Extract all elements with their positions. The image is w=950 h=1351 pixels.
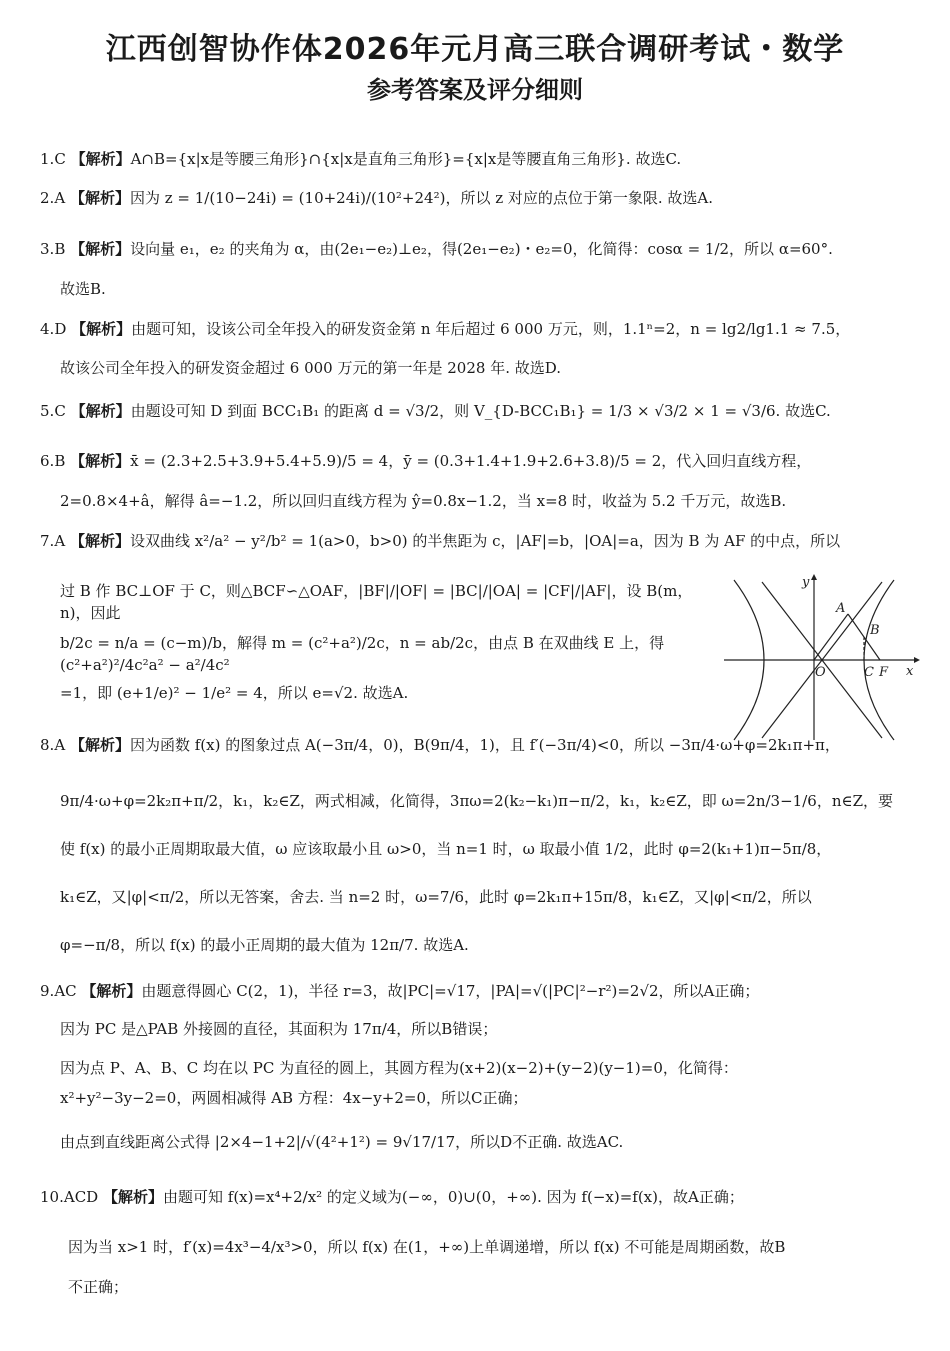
point-label-c: C [864,665,874,680]
point-label-a: A [836,601,846,616]
answer-line: 6.B 【解析】x̄ = (2.3+2.5+3.9+5.4+5.9)/5 = 4，ȳ = (0.3+1.4+1.9+2.6+3.8)/5 = 2，代入回归直线方程， [40,452,812,470]
answer-line: 3.B 【解析】设向量 e₁，e₂ 的夹角为 α，由(2e₁−e₂)⊥e₂，得(2e₁−e₂)・e₂=0，化简得：cosα = 1/2，所以 α=60°. [40,240,833,258]
answer-line: 9.AC 【解析】由题意得圆心 C(2，1)，半径 r=3，故|PC|=√17，|PA|=√(|PC|²−r²)=2√2，所以A正确； [40,982,760,1000]
answer-line: 8.A 【解析】因为函数 f(x) 的图象过点 A(−3π/4，0)，B(9π/4，1)，且 f′(−3π/4)<0，所以 −3π/4·ω+φ=2k₁π+π， [40,736,840,754]
answer-line: k₁∈Z，又|φ|<π/2，所以无答案，舍去. 当 n=2 时，ω=7/6，此时 φ=2k₁π+15π/8，k₁∈Z，又|φ|<π/2，所以 [60,888,812,906]
answer-line: 4.D 【解析】由题可知，设该公司全年投入的研发资金第 n 年后超过 6 000 万元，则，1.1ⁿ=2，n = lg2/lg1.1 ≈ 7.5， [40,320,851,338]
answer-line: 使 f(x) 的最小正周期取最大值，ω 应该取最小且 ω>0，当 n=1 时，ω 取最小值 1/2，此时 φ=2(k₁+1)π−5π/8， [60,840,832,858]
answer-line: 7.A 【解析】设双曲线 x²/a² − y²/b² = 1(a>0，b>0) 的半焦距为 c，|AF|=b，|OA|=a，因为 B 为 AF 的中点，所以 [40,532,841,550]
axis-label-x: x [906,664,914,679]
answer-line: 2=0.8×4+â，解得 â=−1.2，所以回归直线方程为 ŷ=0.8x−1.2，当 x=8 时，收益为 5.2 千万元，故选B. [60,492,787,510]
answer-line: x²+y²−3y−2=0，两圆相减得 AB 方程：4x−y+2=0，所以C正确； [60,1089,528,1107]
answer-line: φ=−π/8，所以 f(x) 的最小正周期的最大值为 12π/7. 故选A. [60,936,469,954]
answer-line: 10.ACD 【解析】由题可知 f(x)=x⁴+2/x² 的定义域为(−∞，0)∪(0，+∞). 因为 f(−x)=f(x)，故A正确； [40,1188,744,1206]
point-label-f: F [879,665,889,680]
axis-label-y: y [802,575,810,590]
answer-line: 因为点 P、A、B、C 均在以 PC 为直径的圆上，其圆方程为(x+2)(x−2)+(y−2)(y−1)=0，化简得： [60,1059,738,1077]
answer-line: 故选B. [60,280,106,298]
point-label-b: B [870,623,880,638]
answer-line: 由点到直线距离公式得 |2×4−1+2|/√(4²+1²) = 9√17/17，所以D不正确. 故选AC. [60,1133,624,1151]
answer-line: 1.C 【解析】A∩B={x|x是等腰三角形}∩{x|x是直角三角形}={x|x是等腰直角三角形}. 故选C. [40,150,682,168]
answer-line: 过 B 作 BC⊥OF 于 C，则△BCF∽△OAF，|BF|/|OF| = |BC|/|OA| = |CF|/|AF|，设 B(m，n)，因此 [60,582,693,622]
page-subtitle: 参考答案及评分细则 [367,76,583,104]
answer-line: b/2c = n/a = (c−m)/b，解得 m = (c²+a²)/2c，n = ab/2c，由点 B 在双曲线 E 上，得 (c²+a²)²/4c²a² − a²/4c² [60,634,665,674]
answer-line: 故该公司全年投入的研发资金超过 6 000 万元的第一年是 2028 年. 故选D. [60,359,561,377]
page-title: 江西创智协作体2026年元月高三联合调研考试・数学 [105,32,845,67]
answer-line: 2.A 【解析】因为 z = 1/(10−24i) = (10+24i)/(10²+24²)，所以 z 对应的点位于第一象限. 故选A. [40,189,714,207]
answer-line: =1，即 (e+1/e)² − 1/e² = 4，所以 e=√2. 故选A. [60,684,409,702]
answer-line: 因为 PC 是△PAB 外接圆的直径，其面积为 17π/4，所以B错误； [60,1020,498,1038]
answer-line: 因为当 x>1 时，f′(x)=4x³−4/x³>0，所以 f(x) 在(1，+∞)上单调递增，所以 f(x) 不可能是周期函数，故B [68,1238,786,1256]
answer-line: 9π/4·ω+φ=2k₂π+π/2，k₁，k₂∈Z，两式相减，化简得，3πω=2(k₂−k₁)π−π/2，k₁，k₂∈Z，即 ω=2n/3−1/6，n∈Z，要 [60,792,894,810]
answer-line: 5.C 【解析】由题设可知 D 到面 BCC₁B₁ 的距离 d = √3/2，则 V_{D-BCC₁B₁} = 1/3 × √3/2 × 1 = √3/6. 故选C. [40,402,831,420]
hyperbola-diagram [722,572,922,742]
point-label-o: O [815,665,826,680]
answer-line: 不正确； [68,1278,129,1296]
